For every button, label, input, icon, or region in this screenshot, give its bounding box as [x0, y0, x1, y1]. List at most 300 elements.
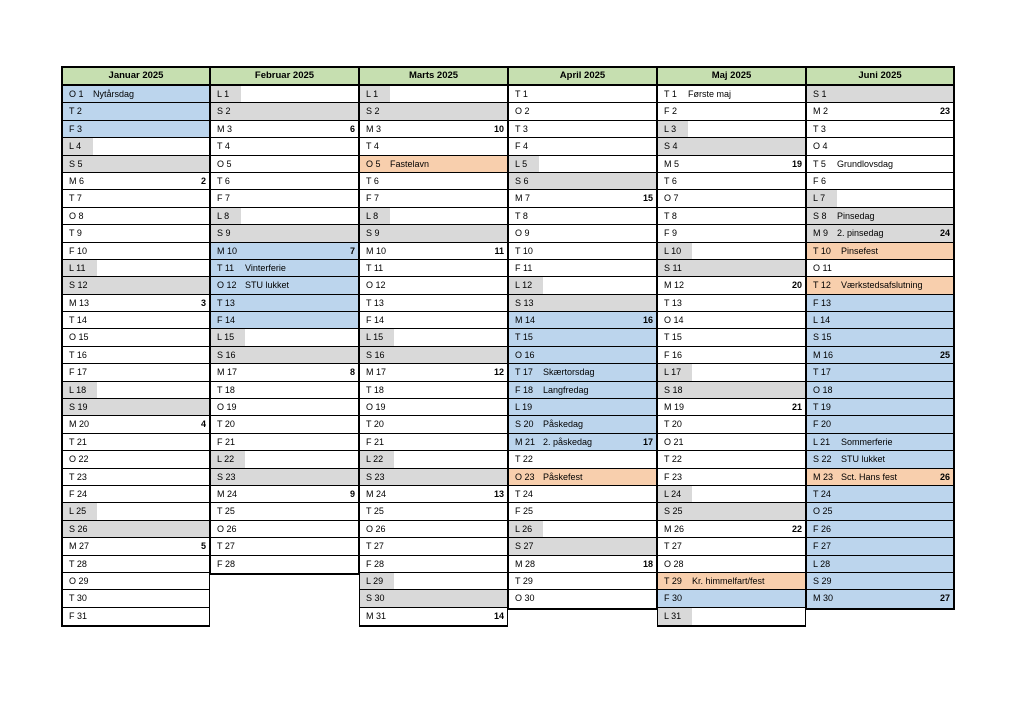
day-list — [806, 86, 955, 610]
day-label: F 21 — [217, 436, 236, 447]
day-label: L 1 — [366, 89, 379, 99]
day-label: M 28 — [515, 558, 536, 569]
day-label: T 8 — [515, 210, 528, 221]
day-label: S 23 — [217, 471, 236, 482]
day-cell — [807, 573, 953, 590]
month-column — [61, 66, 210, 627]
day-label: S 2 — [217, 106, 231, 117]
day-label: T 8 — [664, 210, 677, 221]
day-note: STU lukket — [245, 280, 290, 291]
day-cell — [211, 312, 358, 329]
day-label: M 20 — [69, 419, 90, 430]
day-cell — [509, 590, 656, 607]
week-number: 2 — [200, 175, 206, 186]
day-label: M 5 — [664, 158, 680, 169]
day-cell — [360, 382, 507, 399]
day-label: L 29 — [366, 575, 384, 586]
day-label: T 10 — [813, 245, 831, 256]
day-note: Sommerferie — [841, 436, 893, 447]
day-label: S 11 — [664, 262, 682, 273]
day-cell — [658, 121, 805, 138]
day-label: T 3 — [515, 123, 528, 134]
day-cell — [509, 573, 656, 590]
day-label: F 17 — [69, 367, 88, 378]
day-label: L 12 — [515, 280, 533, 291]
day-label: T 6 — [366, 175, 379, 186]
day-cell — [509, 486, 656, 503]
week-number: 18 — [642, 558, 653, 569]
day-cell — [807, 243, 953, 260]
day-cell — [211, 243, 358, 260]
day-label: T 20 — [217, 419, 235, 430]
day-cell — [509, 382, 656, 399]
day-list — [657, 86, 806, 627]
month-header: April 2025 — [508, 66, 657, 86]
day-note: Vinterferie — [245, 262, 286, 273]
day-label: O 1 — [69, 89, 84, 99]
day-cell — [360, 347, 507, 364]
day-cell — [211, 260, 358, 277]
day-label: T 27 — [664, 541, 682, 552]
day-label: O 5 — [217, 158, 232, 169]
day-label: M 12 — [664, 280, 685, 291]
day-cell — [658, 556, 805, 573]
day-cell — [807, 329, 953, 346]
week-number: 25 — [939, 349, 950, 360]
week-number: 15 — [642, 193, 653, 204]
day-cell — [211, 190, 358, 207]
day-note: 2. påskedag — [543, 436, 593, 447]
day-label: O 2 — [515, 106, 530, 117]
day-note: Langfredag — [543, 384, 589, 395]
week-number: 16 — [642, 315, 653, 326]
day-label: M 17 — [366, 367, 387, 378]
day-label: T 5 — [813, 158, 826, 169]
day-cell — [658, 138, 805, 155]
month-column — [806, 66, 955, 627]
month-column — [210, 66, 359, 627]
day-cell — [360, 103, 507, 120]
day-cell — [63, 156, 209, 173]
day-cell — [807, 347, 953, 364]
day-label: T 6 — [664, 175, 677, 186]
day-note: Påskefest — [543, 471, 583, 482]
day-label: T 13 — [366, 297, 384, 308]
day-label: F 13 — [813, 297, 832, 308]
week-number: 11 — [494, 245, 504, 256]
day-label: O 5 — [366, 158, 381, 169]
day-cell — [658, 416, 805, 433]
day-label: T 23 — [69, 471, 87, 482]
day-cell — [211, 86, 358, 103]
day-cell — [658, 208, 805, 225]
day-cell — [807, 225, 953, 242]
day-note: Påskedag — [543, 419, 584, 430]
day-label: L 24 — [664, 488, 682, 499]
day-cell — [360, 469, 507, 486]
day-cell — [360, 156, 507, 173]
day-cell — [211, 121, 358, 138]
day-cell — [211, 434, 358, 451]
day-cell — [658, 538, 805, 555]
day-cell — [807, 521, 953, 538]
day-label: L 26 — [515, 523, 533, 534]
day-label: T 1 — [664, 89, 677, 99]
day-cell — [807, 469, 953, 486]
day-label: S 22 — [813, 454, 832, 465]
day-label: O 19 — [217, 402, 237, 413]
day-label: F 30 — [664, 593, 683, 604]
day-cell — [807, 121, 953, 138]
day-label: L 19 — [515, 402, 533, 413]
day-cell — [807, 295, 953, 312]
day-cell — [211, 538, 358, 555]
day-cell — [211, 486, 358, 503]
day-cell — [807, 190, 953, 207]
day-cell — [360, 138, 507, 155]
day-label: S 5 — [69, 158, 83, 169]
day-note: Pinsedag — [837, 210, 875, 221]
day-label: L 14 — [813, 315, 831, 326]
day-label: S 1 — [813, 89, 827, 99]
day-cell — [211, 295, 358, 312]
day-label: T 6 — [217, 175, 230, 186]
day-cell — [63, 208, 209, 225]
day-list — [210, 86, 359, 575]
day-cell — [360, 451, 507, 468]
month-column — [508, 66, 657, 627]
day-cell — [658, 573, 805, 590]
week-number: 22 — [791, 523, 802, 534]
day-label: S 9 — [217, 228, 231, 239]
day-cell — [211, 208, 358, 225]
day-label: T 22 — [664, 454, 682, 465]
day-label: T 15 — [515, 332, 533, 343]
day-cell — [509, 347, 656, 364]
day-label: T 24 — [515, 488, 533, 499]
day-label: T 27 — [217, 541, 235, 552]
day-label: L 8 — [366, 210, 379, 221]
day-label: T 29 — [664, 575, 682, 586]
day-note: Sct. Hans fest — [841, 471, 898, 482]
day-label: T 10 — [515, 245, 533, 256]
day-cell — [211, 521, 358, 538]
week-number: 12 — [493, 367, 504, 378]
day-cell — [807, 277, 953, 294]
day-label: F 20 — [813, 419, 832, 430]
day-cell — [509, 364, 656, 381]
day-cell — [658, 521, 805, 538]
day-cell — [63, 103, 209, 120]
day-cell — [807, 538, 953, 555]
day-label: O 12 — [217, 280, 237, 291]
day-cell — [807, 312, 953, 329]
day-cell — [211, 156, 358, 173]
day-label: M 19 — [664, 402, 685, 413]
day-label: F 14 — [366, 315, 385, 326]
day-label: T 9 — [69, 228, 82, 239]
day-cell — [658, 590, 805, 607]
day-label: F 24 — [69, 488, 88, 499]
week-number: 13 — [493, 488, 504, 499]
day-cell — [509, 103, 656, 120]
day-label: M 13 — [69, 297, 90, 308]
day-cell — [807, 434, 953, 451]
day-cell — [807, 503, 953, 520]
day-label: S 19 — [69, 402, 88, 413]
day-note: Kr. himmelfart/fest — [692, 575, 765, 586]
day-label: F 6 — [813, 175, 827, 186]
day-cell — [658, 312, 805, 329]
day-label: S 18 — [664, 384, 683, 395]
day-label: O 18 — [813, 384, 833, 395]
day-cell — [360, 173, 507, 190]
day-cell — [807, 451, 953, 468]
day-cell — [658, 243, 805, 260]
day-label: M 27 — [69, 541, 90, 552]
day-label: T 7 — [69, 193, 82, 204]
day-cell — [807, 364, 953, 381]
day-label: T 30 — [69, 593, 87, 604]
day-cell — [658, 156, 805, 173]
day-cell — [360, 190, 507, 207]
day-label: T 12 — [813, 280, 831, 291]
day-note: Fastelavn — [390, 158, 430, 169]
day-cell — [509, 190, 656, 207]
day-cell — [360, 243, 507, 260]
day-cell — [509, 416, 656, 433]
day-cell — [509, 156, 656, 173]
day-cell — [658, 260, 805, 277]
week-number: 9 — [349, 488, 355, 499]
day-label: F 4 — [515, 141, 529, 152]
day-label: S 13 — [515, 297, 534, 308]
day-cell — [211, 277, 358, 294]
day-cell — [658, 399, 805, 416]
day-cell — [211, 347, 358, 364]
day-cell — [63, 121, 209, 138]
day-label: O 4 — [813, 141, 828, 152]
day-label: O 22 — [69, 454, 89, 465]
day-cell — [211, 416, 358, 433]
day-note: Første maj — [688, 89, 732, 99]
day-label: T 4 — [366, 141, 379, 152]
day-label: T 3 — [813, 123, 826, 134]
day-cell — [360, 312, 507, 329]
day-cell — [509, 277, 656, 294]
week-number: 5 — [200, 541, 206, 552]
day-label: L 7 — [813, 193, 826, 204]
day-label: O 14 — [664, 315, 684, 326]
day-label: T 22 — [515, 454, 533, 465]
day-cell — [63, 521, 209, 538]
day-cell — [360, 590, 507, 607]
week-number: 21 — [791, 402, 802, 413]
day-cell — [509, 312, 656, 329]
day-cell — [807, 416, 953, 433]
day-label: S 6 — [515, 175, 529, 186]
day-label: O 7 — [664, 193, 679, 204]
day-cell — [360, 121, 507, 138]
day-label: L 17 — [664, 367, 682, 378]
day-label: O 29 — [69, 575, 89, 586]
day-label: T 20 — [664, 419, 682, 430]
day-label: L 21 — [813, 436, 831, 447]
day-cell — [63, 590, 209, 607]
day-cell — [807, 556, 953, 573]
day-cell — [63, 277, 209, 294]
day-cell — [509, 503, 656, 520]
day-label: L 10 — [664, 245, 682, 256]
day-note: Skærtorsdag — [543, 367, 595, 378]
day-label: T 13 — [217, 297, 235, 308]
day-label: L 31 — [664, 610, 682, 621]
day-label: S 2 — [366, 106, 380, 117]
day-label: L 8 — [217, 210, 230, 221]
day-cell — [658, 364, 805, 381]
day-label: O 30 — [515, 593, 535, 604]
day-label: M 30 — [813, 593, 834, 604]
day-cell — [807, 103, 953, 120]
day-cell — [509, 260, 656, 277]
day-label: O 19 — [366, 402, 386, 413]
day-cell — [63, 138, 209, 155]
calendar-grid — [61, 66, 955, 627]
day-label: S 26 — [69, 523, 88, 534]
day-label: F 2 — [664, 106, 678, 117]
day-label: T 1 — [515, 89, 528, 99]
day-label: L 11 — [69, 262, 86, 273]
day-cell — [658, 295, 805, 312]
day-cell — [360, 556, 507, 573]
day-cell — [807, 156, 953, 173]
week-number: 20 — [791, 280, 802, 291]
day-list — [508, 86, 657, 610]
day-cell — [360, 486, 507, 503]
day-cell — [63, 382, 209, 399]
month-header: Maj 2025 — [657, 66, 806, 86]
day-cell — [360, 225, 507, 242]
day-cell — [658, 190, 805, 207]
day-cell — [658, 277, 805, 294]
day-cell — [658, 503, 805, 520]
day-label: S 9 — [366, 228, 380, 239]
day-cell — [211, 469, 358, 486]
day-list — [359, 86, 508, 627]
day-label: F 7 — [366, 193, 380, 204]
day-label: S 16 — [217, 349, 236, 360]
day-label: T 27 — [366, 541, 384, 552]
day-label: T 25 — [366, 506, 384, 517]
month-header: Marts 2025 — [359, 66, 508, 86]
day-cell — [63, 399, 209, 416]
day-label: S 15 — [813, 332, 832, 343]
day-cell — [360, 434, 507, 451]
day-cell — [509, 399, 656, 416]
day-label: O 8 — [69, 210, 84, 221]
day-cell — [658, 173, 805, 190]
day-cell — [360, 608, 507, 625]
day-label: S 12 — [69, 280, 88, 291]
day-cell — [211, 382, 358, 399]
week-number: 10 — [493, 123, 504, 134]
day-label: S 30 — [366, 593, 385, 604]
day-cell — [807, 208, 953, 225]
day-label: O 26 — [366, 523, 386, 534]
day-cell — [658, 469, 805, 486]
day-label: T 17 — [515, 367, 533, 378]
day-cell — [63, 347, 209, 364]
day-label: L 1 — [217, 89, 230, 99]
day-note: Nytårsdag — [93, 89, 135, 99]
day-label: T 20 — [366, 419, 384, 430]
day-cell — [509, 295, 656, 312]
week-number: 6 — [349, 123, 355, 134]
day-cell — [63, 538, 209, 555]
day-cell — [807, 399, 953, 416]
day-label: T 21 — [69, 436, 87, 447]
day-cell — [63, 190, 209, 207]
day-label: M 3 — [217, 123, 233, 134]
day-label: S 20 — [515, 419, 534, 430]
day-list — [61, 86, 210, 627]
day-label: M 23 — [813, 471, 834, 482]
day-label: F 16 — [664, 349, 683, 360]
day-label: M 26 — [664, 523, 685, 534]
day-cell — [658, 329, 805, 346]
day-cell — [63, 295, 209, 312]
day-label: S 25 — [664, 506, 683, 517]
day-label: T 29 — [515, 575, 533, 586]
day-label: M 9 — [813, 228, 829, 239]
day-label: L 18 — [69, 384, 87, 395]
day-cell — [211, 556, 358, 573]
day-cell — [63, 173, 209, 190]
day-label: S 8 — [813, 210, 827, 221]
day-cell — [658, 451, 805, 468]
day-cell — [63, 329, 209, 346]
day-label: O 28 — [664, 558, 684, 569]
day-label: M 3 — [366, 123, 382, 134]
day-note: Grundlovsdag — [837, 158, 894, 169]
day-label: L 5 — [515, 158, 528, 169]
day-label: F 18 — [515, 384, 534, 395]
week-number: 24 — [939, 228, 950, 239]
day-cell — [211, 451, 358, 468]
day-cell — [509, 121, 656, 138]
day-label: M 6 — [69, 175, 85, 186]
day-cell — [63, 608, 209, 625]
day-label: F 7 — [217, 193, 231, 204]
day-label: T 18 — [217, 384, 235, 395]
day-cell — [211, 138, 358, 155]
day-label: F 9 — [664, 228, 678, 239]
day-cell — [658, 86, 805, 103]
day-label: L 15 — [217, 332, 235, 343]
day-cell — [658, 103, 805, 120]
day-label: O 11 — [813, 262, 832, 273]
day-label: L 22 — [366, 454, 384, 465]
day-cell — [63, 225, 209, 242]
day-label: F 26 — [813, 523, 832, 534]
day-cell — [807, 173, 953, 190]
day-label: T 11 — [217, 262, 235, 273]
day-cell — [211, 173, 358, 190]
day-cell — [211, 364, 358, 381]
day-label: T 24 — [813, 488, 831, 499]
day-label: F 25 — [515, 506, 534, 517]
day-cell — [807, 590, 953, 607]
